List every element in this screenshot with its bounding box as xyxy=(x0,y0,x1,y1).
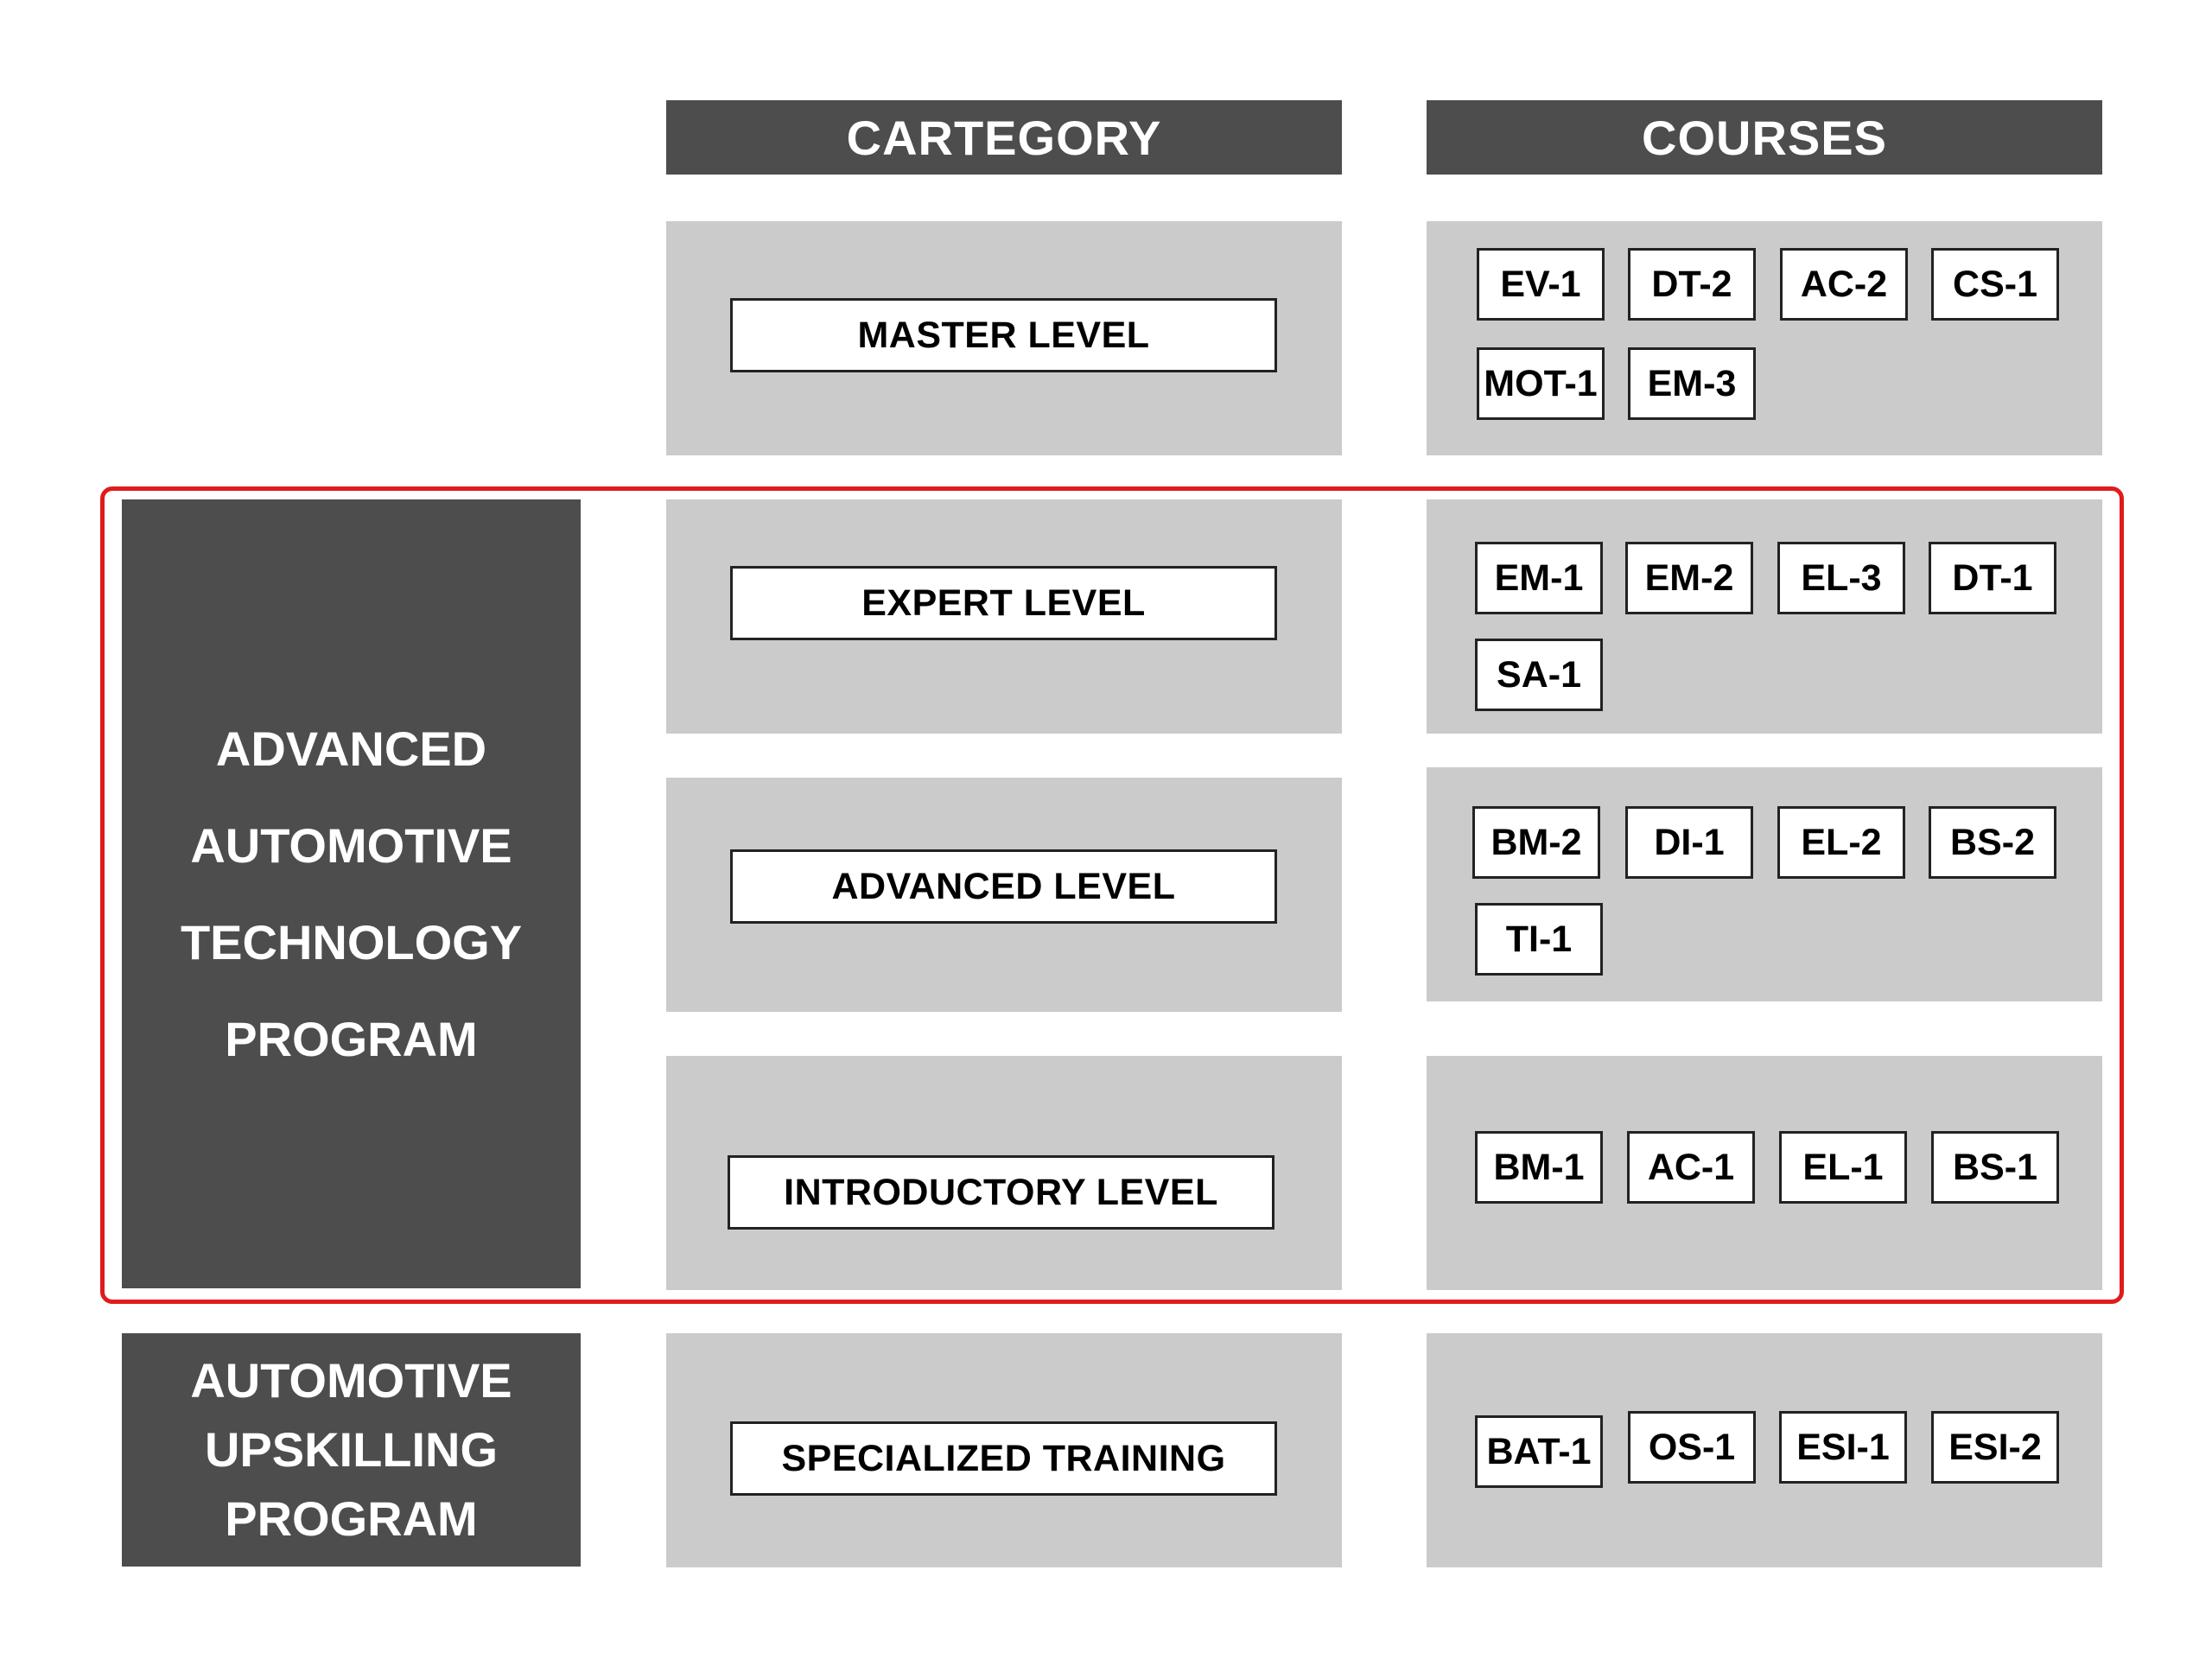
course-chip[interactable]: DT-1 xyxy=(1929,542,2056,614)
category-panel-specialized xyxy=(666,1333,1342,1567)
course-chip[interactable]: DI-1 xyxy=(1625,806,1753,879)
course-chip[interactable]: EM-3 xyxy=(1628,347,1756,420)
program-automotive-upskilling xyxy=(122,1333,581,1567)
program-line: AUTOMOTIVE xyxy=(190,817,512,873)
highlight-frame xyxy=(100,486,2124,1304)
course-chip[interactable]: TI-1 xyxy=(1475,903,1603,976)
level-box-introductory[interactable]: INTRODUCTORY LEVEL xyxy=(728,1155,1274,1230)
course-chip[interactable]: DT-2 xyxy=(1628,248,1756,321)
course-chip[interactable]: AC-1 xyxy=(1627,1131,1755,1204)
course-chip[interactable]: EL-2 xyxy=(1777,806,1905,879)
course-chip[interactable]: ESI-2 xyxy=(1931,1411,2059,1484)
category-header: CARTEGORY xyxy=(666,100,1342,175)
program-line: UPSKILLING xyxy=(204,1422,499,1477)
course-chip[interactable]: EL-1 xyxy=(1779,1131,1907,1204)
level-box-advanced[interactable]: ADVANCED LEVEL xyxy=(730,849,1277,924)
course-chip[interactable]: AC-2 xyxy=(1780,248,1908,321)
courses-panel-specialized xyxy=(1427,1333,2102,1567)
course-chip[interactable]: EL-3 xyxy=(1777,542,1905,614)
course-chip[interactable]: BM-1 xyxy=(1475,1131,1603,1204)
course-chip[interactable]: OS-1 xyxy=(1628,1411,1756,1484)
category-panel-master xyxy=(666,221,1342,455)
course-chip[interactable]: BS-2 xyxy=(1929,806,2056,879)
level-box-expert[interactable]: EXPERT LEVEL xyxy=(730,566,1277,640)
program-line: PROGRAM xyxy=(225,1491,478,1546)
course-chip[interactable]: BAT-1 xyxy=(1475,1415,1603,1488)
course-chip[interactable]: BM-2 xyxy=(1472,806,1600,879)
courses-header: COURSES xyxy=(1427,100,2102,175)
course-chip[interactable]: SA-1 xyxy=(1475,639,1603,711)
course-chip[interactable]: EM-1 xyxy=(1475,542,1603,614)
course-chip[interactable]: BS-1 xyxy=(1931,1131,2059,1204)
level-box-specialized[interactable]: SPECIALIZED TRAINING xyxy=(730,1421,1277,1496)
level-box-master[interactable]: MASTER LEVEL xyxy=(730,298,1277,372)
course-chip[interactable]: ESI-1 xyxy=(1779,1411,1907,1484)
program-line: TECHNOLOGY xyxy=(180,914,523,969)
courses-panel-master xyxy=(1427,221,2102,455)
program-line: AUTOMOTIVE xyxy=(190,1353,512,1408)
course-chip[interactable]: CS-1 xyxy=(1931,248,2059,321)
course-chip[interactable]: EV-1 xyxy=(1477,248,1605,321)
course-chip[interactable]: EM-2 xyxy=(1625,542,1753,614)
program-line: PROGRAM xyxy=(225,1011,478,1066)
program-line: ADVANCED xyxy=(215,721,487,776)
course-chip[interactable]: MOT-1 xyxy=(1477,347,1605,420)
